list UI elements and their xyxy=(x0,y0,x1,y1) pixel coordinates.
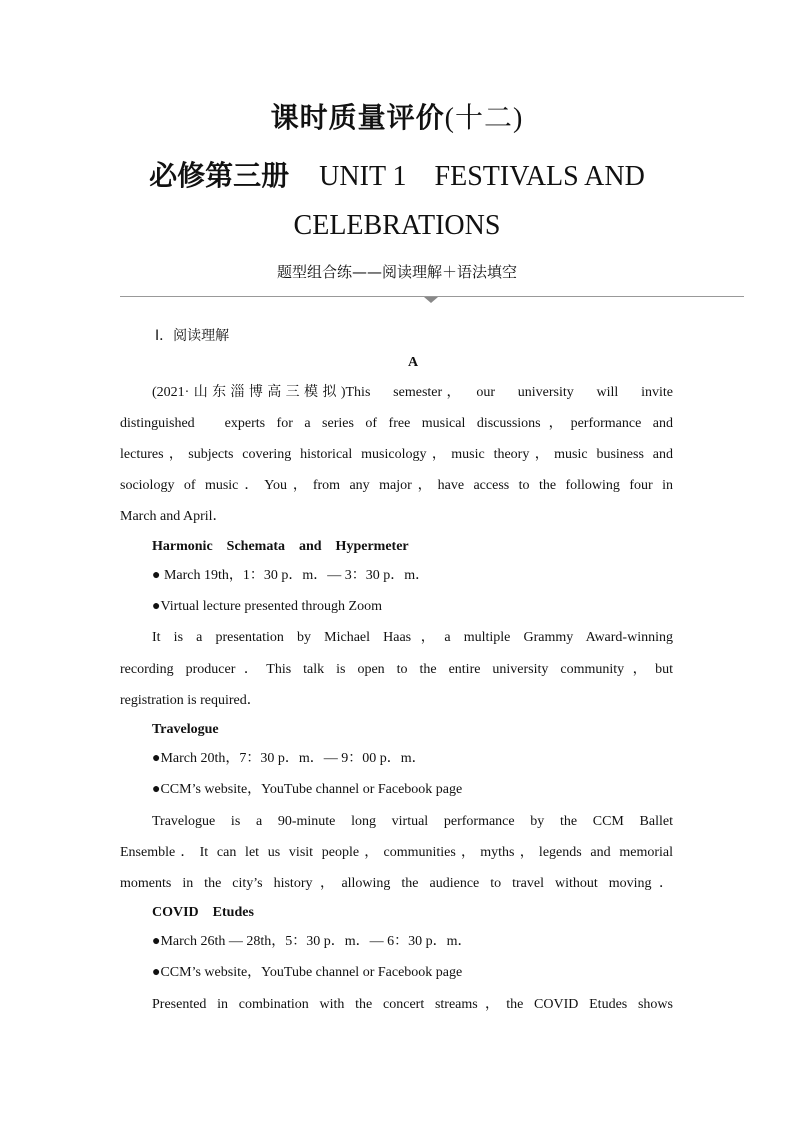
event-time: ●March 26th — 28th，5：30 p．m．— 6：30 p．m． xyxy=(152,934,472,949)
event-desc-line: registration is required． xyxy=(120,693,261,708)
section-heading: Ⅰ．阅读理解 xyxy=(155,328,230,344)
book-name: 必修第三册 xyxy=(149,159,290,192)
event-desc-line: Presented in combination with the concert streams，the COVID Etudes shows xyxy=(152,997,673,1012)
event-venue: ●Virtual lecture presented through Zoom xyxy=(152,599,382,614)
page-subtitle: 题型组合练——阅读理解＋语法填空 xyxy=(276,263,517,281)
intro-line: lectures，subjects covering historical musicology，music theory，music business and xyxy=(120,447,673,462)
intro-line: sociology of music．You，from any major，have access to the following four in xyxy=(120,478,673,493)
event-time: ● March 19th，1：30 p．m．— 3：30 p．m． xyxy=(152,568,430,583)
title-text: 课时质量评价 xyxy=(270,101,445,134)
event-venue: ●CCM’s website，YouTube channel or Facebook page xyxy=(152,965,463,980)
unit-name: UNIT 1 FESTIVALS AND xyxy=(319,161,645,192)
title-number: (十二) xyxy=(444,103,524,134)
event-venue: ●CCM’s website，YouTube channel or Facebook page xyxy=(152,782,463,797)
passage-label: A xyxy=(407,355,419,370)
intro-line: March and April． xyxy=(120,509,227,524)
intro-line: (2021·山东淄博高三模拟)This semester， our university will invite xyxy=(152,385,673,400)
event-name: Harmonic Schemata and Hypermeter xyxy=(152,539,409,554)
event-desc-line: Ensemble．It can let us visit people，communities，myths，legends and memorial xyxy=(120,845,673,860)
unit-title xyxy=(0,154,794,194)
divider-arrow-icon xyxy=(424,297,438,303)
event-time: ●March 20th，7：30 p．m．— 9：00 p．m． xyxy=(152,751,426,766)
event-name: COVID Etudes xyxy=(152,905,254,920)
page-title xyxy=(0,96,794,136)
unit-title-continued: CELEBRATIONS xyxy=(293,210,501,241)
event-desc-line: moments in the city’s history，allowing the audience to travel without moving． xyxy=(120,876,673,891)
event-name: Travelogue xyxy=(152,722,219,737)
event-desc-line: Travelogue is a 90-minute long virtual performance by the CCM Ballet xyxy=(152,814,673,829)
event-desc-line: It is a presentation by Michael Haas，a multiple Grammy Award-winning xyxy=(152,630,673,645)
intro-line: distinguished experts for a series of free musical discussions，performance and xyxy=(120,416,673,431)
event-desc-line: recording producer．This talk is open to the entire university community，but xyxy=(120,662,673,677)
